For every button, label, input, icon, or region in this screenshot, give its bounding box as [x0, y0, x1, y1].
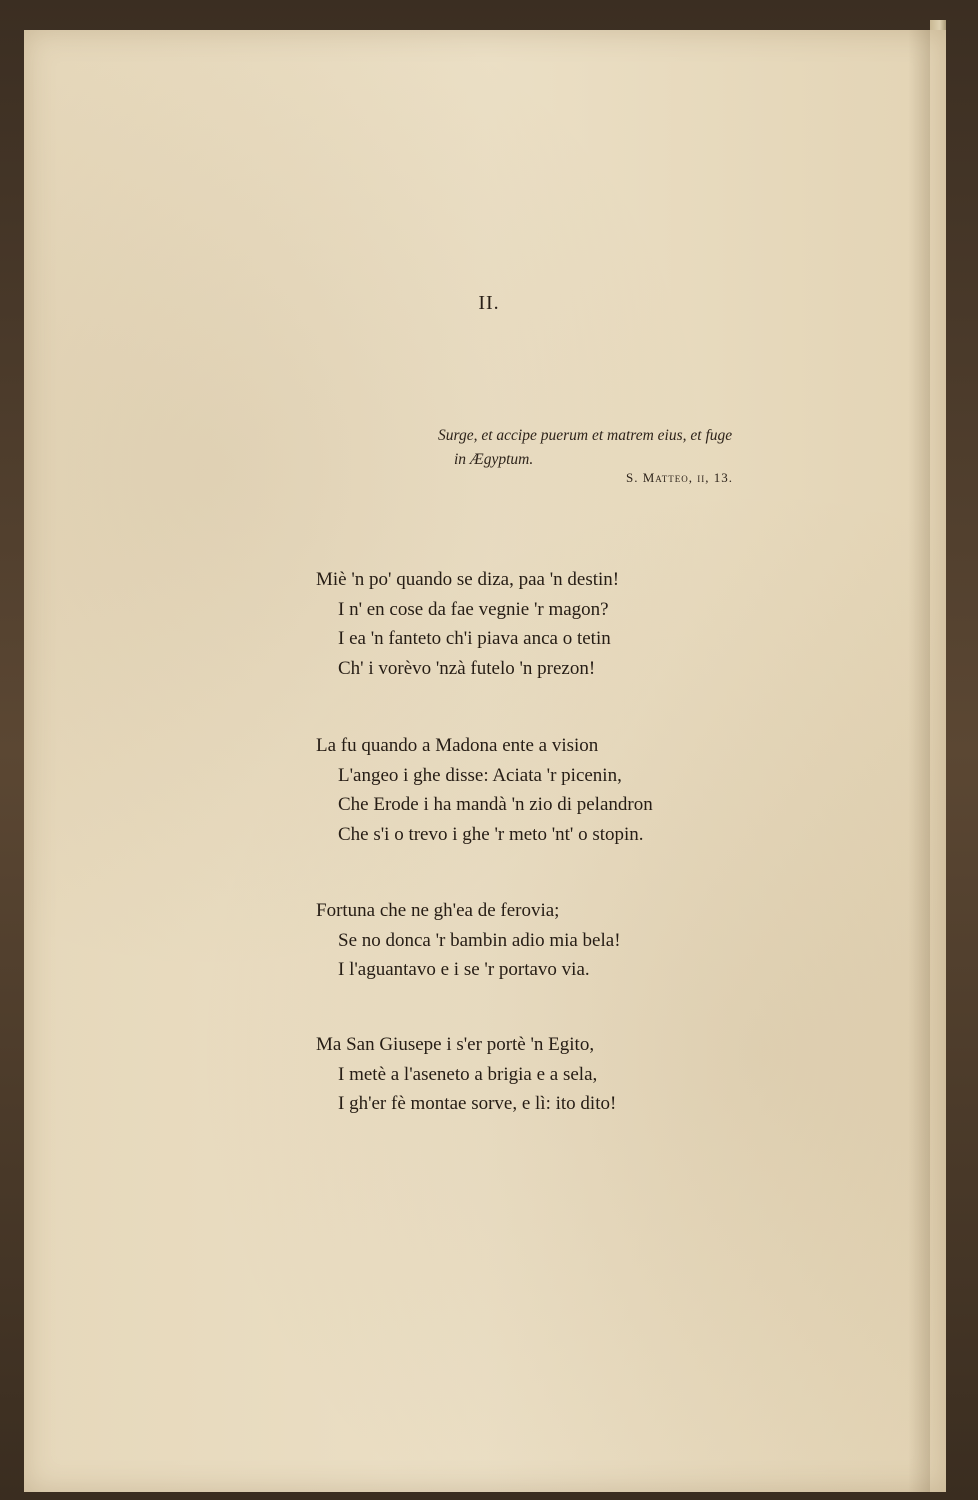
stanza — [316, 896, 776, 985]
verse-line: Che Erode i ha mandà 'n zio di pelandron — [338, 794, 653, 815]
verse-line: I n' en cose da fae vegnie 'r magon? — [338, 598, 609, 620]
verse-line: I metè a l'aseneto a brigia e a sela, — [338, 1063, 598, 1085]
section-heading: II. — [478, 292, 500, 314]
verse-line: I l'aguantavo e i se 'r portavo via. — [338, 959, 590, 980]
verse-line: Se no donca 'r bambin adio mia bela! — [338, 929, 621, 951]
verse-line: Fortuna che ne gh'ea de ferovia; — [316, 900, 560, 921]
verse-line: La fu quando a Madona ente a vision — [316, 735, 599, 756]
epigraph-line: in Ægyptum. — [454, 451, 534, 468]
verse-line: Ma San Giusepe i s'er portè 'n Egito, — [316, 1034, 595, 1055]
stanza — [316, 1030, 776, 1119]
epigraph-source: S. Matteo, ii, 13. — [626, 470, 734, 485]
page-fold-shadow — [908, 30, 930, 1492]
stanza — [316, 731, 776, 849]
epigraph-line: Surge, et accipe puerum et matrem eius, et fuge — [438, 427, 733, 444]
verse-line: I ea 'n fanteto ch'i piava anca o tetin — [338, 628, 611, 649]
verse-line: Ch' i vorèvo 'nzà futelo 'n prezon! — [338, 657, 596, 679]
verse-line: L'angeo i ghe disse: Aciata 'r picenin, — [338, 764, 622, 786]
verse-line: I gh'er fè montae sorve, e lì: ito dito! — [338, 1093, 617, 1114]
epigraph — [438, 424, 828, 472]
verse-line: Miè 'n po' quando se diza, paa 'n destin! — [316, 569, 620, 590]
verse-line: Che s'i o trevo i ghe 'r meto 'nt' o stopin. — [338, 823, 644, 845]
stanza — [316, 565, 776, 683]
